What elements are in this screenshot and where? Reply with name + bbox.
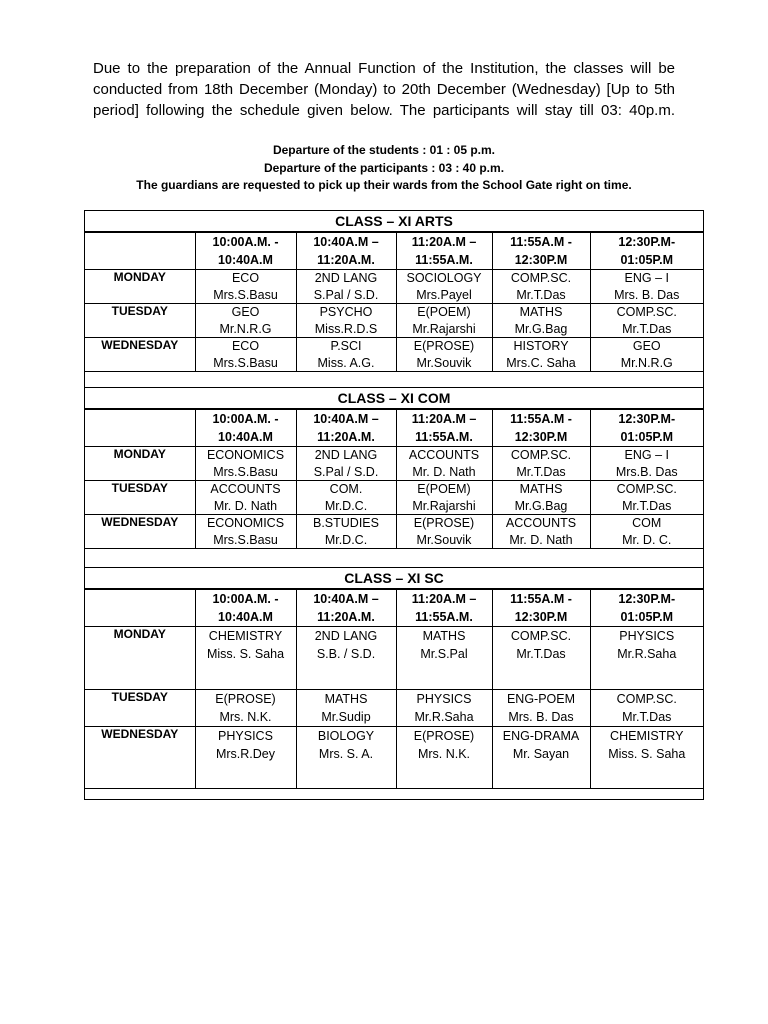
subject-name: MATHS: [519, 305, 563, 319]
teacher-name: Mr.N.R.G: [620, 355, 673, 370]
period-start-time: 11:55A.M -: [510, 235, 572, 249]
period-start-time: 10:00A.M. -: [212, 235, 279, 249]
period-header-row: [85, 233, 703, 270]
subject-name: PHYSICS: [619, 629, 675, 643]
subject-cell: [296, 727, 396, 789]
subject-name: GEO: [231, 305, 260, 319]
subject-cell: [396, 481, 492, 515]
day-row: [85, 627, 703, 690]
period-end-time: 12:30P.M: [514, 610, 568, 624]
departure-students-note: Departure of the students : 01 : 05 p.m.: [272, 143, 496, 157]
teacher-name: Mr.T.Das: [622, 710, 672, 724]
period-header-cell: [492, 590, 590, 627]
period-header-cell: [590, 233, 703, 270]
teacher-name: Mr. D. Nath: [412, 464, 476, 479]
period-end-time: 11:55A.M.: [415, 430, 473, 444]
day-label: TUESDAY: [85, 481, 195, 515]
period-header-cell: [396, 590, 492, 627]
period-start-time: 10:00A.M. -: [212, 592, 279, 606]
section-title: CLASS – XI COM: [85, 388, 703, 409]
period-header-cell: [590, 410, 703, 447]
day-label: MONDAY: [85, 627, 195, 690]
teacher-name: Mr.T.Das: [516, 287, 566, 302]
teacher-name: Mr.T.Das: [622, 321, 672, 336]
period-start-time: 11:20A.M –: [411, 592, 477, 606]
teacher-name: S.B. / S.D.: [316, 647, 376, 661]
teacher-name: Mr.T.Das: [622, 498, 672, 513]
period-header-cell: [396, 233, 492, 270]
teacher-name: Mr.T.Das: [516, 464, 566, 479]
period-header-cell: [492, 233, 590, 270]
period-start-time: 12:30P.M-: [618, 412, 676, 426]
teacher-name: Mrs.B. Das: [615, 464, 678, 479]
subject-name: ECO: [231, 339, 260, 353]
period-header-cell: [296, 590, 396, 627]
subject-cell: [492, 481, 590, 515]
subject-cell: [590, 270, 703, 304]
subject-cell: [590, 481, 703, 515]
corner-cell: [85, 590, 195, 627]
teacher-name: Mr.D.C.: [324, 532, 368, 547]
teacher-name: Mr.Sudip: [321, 710, 371, 724]
subject-cell: [492, 304, 590, 338]
subject-cell: [195, 690, 296, 727]
subject-name: COMP.SC.: [616, 482, 677, 496]
subject-cell: [296, 481, 396, 515]
day-label: WEDNESDAY: [85, 515, 195, 549]
subject-name: COMP.SC.: [616, 692, 677, 706]
teacher-name: Mr.N.R.G: [219, 321, 272, 336]
subject-cell: [492, 338, 590, 372]
period-end-time: 12:30P.M: [514, 430, 568, 444]
subject-cell: [296, 627, 396, 690]
teacher-name: Mrs. B. Das: [508, 710, 574, 724]
subject-name: E(PROSE): [413, 339, 475, 353]
subject-cell: [296, 690, 396, 727]
teacher-name: Mr. D. C.: [622, 532, 672, 547]
day-row: [85, 338, 703, 372]
day-label: TUESDAY: [85, 690, 195, 727]
teacher-name: Mr.Rajarshi: [412, 321, 476, 336]
subject-cell: [590, 690, 703, 727]
subject-cell: [492, 627, 590, 690]
teacher-name: Mrs. N.K.: [219, 710, 272, 724]
subject-cell: [396, 515, 492, 549]
period-header-cell: [195, 410, 296, 447]
period-end-time: 12:30P.M: [514, 253, 568, 267]
teacher-name: Mrs. N.K.: [417, 747, 471, 761]
period-end-time: 10:40A.M: [218, 430, 273, 444]
subject-cell: [396, 270, 492, 304]
spacer-row: [85, 549, 703, 568]
subject-name: E(PROSE): [215, 692, 276, 706]
subject-cell: [492, 270, 590, 304]
subject-cell: [195, 447, 296, 481]
teacher-name: Mr.R.Saha: [617, 647, 677, 661]
period-header-cell: [195, 590, 296, 627]
subject-cell: [296, 304, 396, 338]
day-row: [85, 481, 703, 515]
teacher-name: Mrs.R.Dey: [215, 747, 276, 761]
period-start-time: 10:40A.M –: [313, 412, 379, 426]
teacher-name: Mr.G.Bag: [514, 498, 568, 513]
schedule-table: [85, 409, 703, 549]
schedule-table: [85, 232, 703, 372]
period-end-time: 11:20A.M.: [317, 430, 375, 444]
day-label: MONDAY: [85, 270, 195, 304]
subject-cell: [492, 727, 590, 789]
subject-name: COM.: [329, 482, 363, 496]
period-end-time: 11:55A.M.: [415, 610, 473, 624]
teacher-name: Miss. A.G.: [317, 355, 375, 370]
period-header-cell: [195, 233, 296, 270]
period-start-time: 10:40A.M –: [313, 592, 379, 606]
teacher-name: Mrs.Payel: [416, 287, 472, 302]
period-end-time: 10:40A.M: [218, 610, 273, 624]
subject-name: CHEMISTRY: [208, 629, 283, 643]
teacher-name: Mrs.C. Saha: [506, 355, 576, 370]
subject-cell: [396, 627, 492, 690]
period-start-time: 11:55A.M -: [510, 592, 572, 606]
teacher-name: Mr.S.Pal: [420, 647, 468, 661]
schedule-table: [85, 589, 703, 789]
subject-name: P.SCI: [330, 339, 362, 353]
subject-cell: [492, 515, 590, 549]
subject-cell: [195, 304, 296, 338]
teacher-name: S.Pal / S.D.: [313, 464, 379, 479]
subject-name: ENG-DRAMA: [502, 729, 580, 743]
teacher-name: Mr.G.Bag: [514, 321, 568, 336]
teacher-name: Mr.R.Saha: [414, 710, 474, 724]
subject-name: COMP.SC.: [510, 271, 572, 285]
teacher-name: Mrs. S. A.: [318, 747, 374, 761]
period-header-cell: [296, 233, 396, 270]
subject-cell: [296, 447, 396, 481]
period-start-time: 11:20A.M –: [411, 235, 477, 249]
day-row: [85, 515, 703, 549]
subject-cell: [195, 270, 296, 304]
subject-cell: [195, 481, 296, 515]
section-title: CLASS – XI ARTS: [85, 211, 703, 232]
subject-name: ENG – I: [624, 448, 669, 462]
subject-cell: [396, 447, 492, 481]
teacher-name: Mrs.S.Basu: [213, 464, 278, 479]
subject-name: ECONOMICS: [206, 516, 285, 530]
subject-name: HISTORY: [513, 339, 569, 353]
period-header-row: [85, 410, 703, 447]
departure-participants-note: Departure of the participants : 03 : 40 p.m.: [263, 161, 505, 175]
subject-cell: [492, 690, 590, 727]
day-label: WEDNESDAY: [85, 338, 195, 372]
subject-name: PHYSICS: [218, 729, 273, 743]
corner-cell: [85, 410, 195, 447]
teacher-name: Mrs.S.Basu: [213, 287, 278, 302]
teacher-name: Mr.D.C.: [324, 498, 368, 513]
teacher-name: Mr. D. Nath: [509, 532, 573, 547]
subject-name: ENG – I: [624, 271, 669, 285]
subject-cell: [396, 690, 492, 727]
day-label: MONDAY: [85, 447, 195, 481]
subject-cell: [492, 447, 590, 481]
subject-cell: [590, 515, 703, 549]
subject-name: 2ND LANG: [314, 629, 378, 643]
subject-name: CHEMISTRY: [610, 729, 684, 743]
subject-cell: [590, 304, 703, 338]
subject-name: 2ND LANG: [314, 448, 378, 462]
subject-cell: [296, 338, 396, 372]
period-start-time: 11:55A.M -: [510, 412, 572, 426]
period-header-cell: [396, 410, 492, 447]
subject-name: ECONOMICS: [206, 448, 285, 462]
period-header-cell: [590, 590, 703, 627]
subject-cell: [396, 727, 492, 789]
subject-name: PHYSICS: [416, 692, 472, 706]
teacher-name: Mr.Souvik: [416, 355, 472, 370]
teacher-name: Mr. D. Nath: [213, 498, 278, 513]
day-label: TUESDAY: [85, 304, 195, 338]
subject-name: COMP.SC.: [510, 629, 572, 643]
teacher-name: Mr.Souvik: [416, 532, 472, 547]
subject-cell: [590, 627, 703, 690]
period-end-time: 01:05P.M: [620, 610, 674, 624]
timetable: [84, 210, 704, 800]
corner-cell: [85, 233, 195, 270]
subject-cell: [195, 338, 296, 372]
subject-name: ACCOUNTS: [210, 482, 281, 496]
subject-name: ACCOUNTS: [505, 516, 577, 530]
subject-cell: [296, 270, 396, 304]
period-start-time: 11:20A.M –: [411, 412, 477, 426]
subject-name: GEO: [632, 339, 661, 353]
subject-name: PSYCHO: [319, 305, 373, 319]
period-header-row: [85, 590, 703, 627]
subject-cell: [590, 338, 703, 372]
day-row: [85, 447, 703, 481]
subject-cell: [296, 515, 396, 549]
period-end-time: 11:20A.M.: [317, 253, 375, 267]
day-row: [85, 727, 703, 789]
period-end-time: 01:05P.M: [620, 430, 674, 444]
spacer-row: [85, 372, 703, 388]
subject-cell: [396, 338, 492, 372]
subject-name: MATHS: [324, 692, 368, 706]
teacher-name: Mr.Rajarshi: [412, 498, 476, 513]
subject-cell: [590, 447, 703, 481]
teacher-name: Miss. S. Saha: [206, 647, 285, 661]
subject-name: E(POEM): [417, 305, 471, 319]
day-row: [85, 304, 703, 338]
subject-name: 2ND LANG: [314, 271, 378, 285]
notice-paragraph: Due to the preparation of the Annual Function of the Institution, the classes will be conducted from 18th December (Monday) to 20th December (Wednesday) [Up to 5th period] following the schedule given below. The participants will stay till 03: 40p.m.: [93, 60, 675, 119]
period-end-time: 11:20A.M.: [317, 610, 375, 624]
subject-name: COMP.SC.: [616, 305, 677, 319]
teacher-name: Mrs. B. Das: [614, 287, 680, 302]
subject-name: COM: [632, 516, 662, 530]
period-header-cell: [296, 410, 396, 447]
subject-name: E(PROSE): [413, 729, 475, 743]
period-start-time: 12:30P.M-: [618, 235, 676, 249]
period-header-cell: [492, 410, 590, 447]
day-row: [85, 270, 703, 304]
subject-cell: [195, 727, 296, 789]
teacher-name: Mr. Sayan: [512, 747, 570, 761]
subject-name: E(POEM): [417, 482, 471, 496]
guardians-note: The guardians are requested to pick up their wards from the School Gate right on time.: [136, 178, 632, 192]
subject-name: ECO: [231, 271, 260, 285]
subject-name: E(PROSE): [413, 516, 475, 530]
teacher-name: S.Pal / S.D.: [313, 287, 379, 302]
period-end-time: 11:55A.M.: [415, 253, 473, 267]
teacher-name: Miss. S. Saha: [608, 747, 686, 761]
subject-name: ACCOUNTS: [408, 448, 480, 462]
period-end-time: 01:05P.M: [620, 253, 674, 267]
subject-name: SOCIOLOGY: [406, 271, 482, 285]
day-row: [85, 690, 703, 727]
subject-cell: [396, 304, 492, 338]
subject-name: COMP.SC.: [510, 448, 572, 462]
period-start-time: 12:30P.M-: [618, 592, 676, 606]
teacher-name: Miss.R.D.S: [314, 321, 378, 336]
subject-cell: [195, 627, 296, 690]
period-start-time: 10:40A.M –: [313, 235, 379, 249]
period-end-time: 10:40A.M: [218, 253, 273, 267]
subject-name: B.STUDIES: [313, 516, 379, 530]
teacher-name: Mrs.S.Basu: [213, 532, 278, 547]
teacher-name: Mr.T.Das: [516, 647, 566, 661]
subject-name: BIOLOGY: [317, 729, 375, 743]
subject-cell: [195, 515, 296, 549]
subject-name: ENG-POEM: [506, 692, 576, 706]
section-title: CLASS – XI SC: [85, 568, 703, 589]
subject-cell: [590, 727, 703, 789]
subject-name: MATHS: [519, 482, 563, 496]
spacer-row: [85, 789, 703, 807]
subject-name: MATHS: [422, 629, 466, 643]
period-start-time: 10:00A.M. -: [212, 412, 279, 426]
teacher-name: Mrs.S.Basu: [213, 355, 278, 370]
day-label: WEDNESDAY: [85, 727, 195, 789]
